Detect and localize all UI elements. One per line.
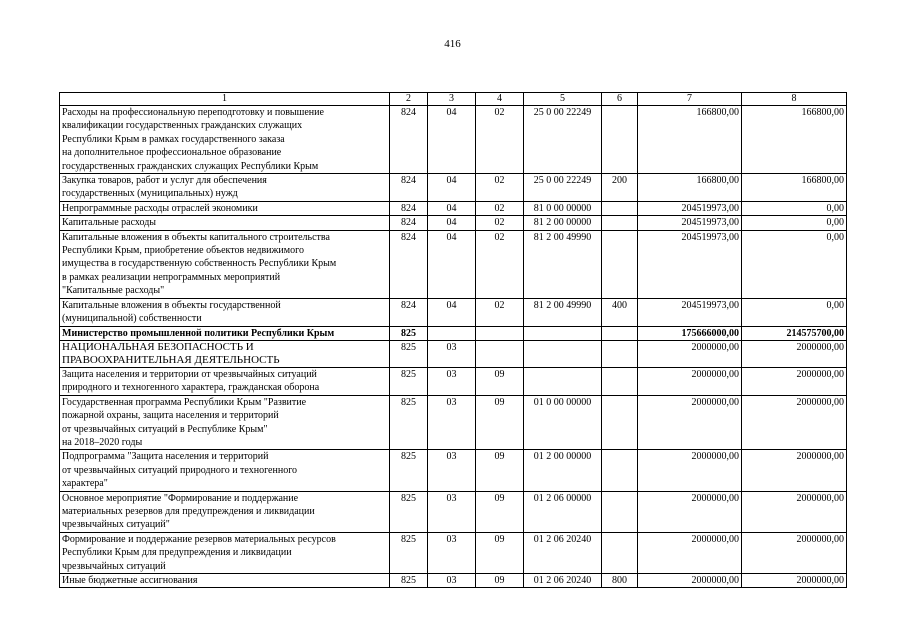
row-name-cell: Иные бюджетные ассигнования [60,574,390,588]
target-item-cell: 81 2 00 00000 [524,216,602,230]
table-row [60,340,847,367]
subsection-code-cell: 02 [476,106,524,174]
expense-type-cell [602,326,638,340]
expense-type-cell [602,491,638,532]
expense-type-cell [602,340,638,367]
row-name-cell: Защита населения и территории от чрезвычайных ситуаций природного и техногенного характера, гражданская оборона [60,367,390,395]
ministry-code-cell: 824 [390,106,428,174]
amount-year2-cell: 0,00 [742,230,847,298]
table-row [60,395,847,450]
row-name-cell: Основное мероприятие "Формирование и поддержание материальных резервов для предупреждения и ликвидации чрезвычайных ситуаций" [60,491,390,532]
amount-year2-cell: 214575700,00 [742,326,847,340]
section-code-cell: 04 [428,106,476,174]
row-name-cell: Непрограммные расходы отраслей экономики [60,201,390,215]
amount-year1-cell: 2000000,00 [638,340,742,367]
target-item-cell: 81 0 00 00000 [524,201,602,215]
amount-year2-cell: 2000000,00 [742,574,847,588]
target-item-cell [524,367,602,395]
table-row [60,574,847,588]
budget-table [59,92,847,588]
row-name-cell: НАЦИОНАЛЬНАЯ БЕЗОПАСНОСТЬ И ПРАВООХРАНИТЕЛЬНАЯ ДЕЯТЕЛЬНОСТЬ [60,340,390,367]
expense-type-cell [602,201,638,215]
amount-year1-cell: 166800,00 [638,174,742,202]
amount-year1-cell: 175666000,00 [638,326,742,340]
row-name-cell: Министерство промышленной политики Республики Крым [60,326,390,340]
expense-type-cell [602,216,638,230]
subsection-code-cell: 09 [476,574,524,588]
subsection-code-cell: 02 [476,216,524,230]
ministry-code-cell: 824 [390,201,428,215]
column-header: 5 [524,93,602,106]
table-row [60,450,847,491]
amount-year1-cell: 204519973,00 [638,216,742,230]
ministry-code-cell: 825 [390,491,428,532]
row-name-cell: Капитальные вложения в объекты капитального строительства Республики Крым, приобретение объектов недвижимого имущества в государственную собственность Республики Крым в рамках реализации непрограммных мероприятий "Капитальные расходы" [60,230,390,298]
ministry-code-cell: 824 [390,216,428,230]
table-row [60,201,847,215]
section-code-cell: 04 [428,298,476,326]
amount-year1-cell: 2000000,00 [638,491,742,532]
section-code-cell: 03 [428,395,476,450]
amount-year2-cell: 0,00 [742,201,847,215]
ministry-code-cell: 825 [390,450,428,491]
amount-year1-cell: 2000000,00 [638,367,742,395]
amount-year1-cell: 166800,00 [638,106,742,174]
target-item-cell: 01 2 06 00000 [524,491,602,532]
column-header: 6 [602,93,638,106]
amount-year1-cell: 2000000,00 [638,395,742,450]
target-item-cell: 01 2 06 20240 [524,574,602,588]
section-code-cell: 03 [428,367,476,395]
section-code-cell: 03 [428,574,476,588]
section-code-cell: 04 [428,230,476,298]
target-item-cell [524,326,602,340]
row-name-cell: Закупка товаров, работ и услуг для обеспечения государственных (муниципальных) нужд [60,174,390,202]
section-code-cell: 04 [428,174,476,202]
ministry-code-cell: 825 [390,532,428,573]
subsection-code-cell: 09 [476,450,524,491]
expense-type-cell: 200 [602,174,638,202]
table-row [60,106,847,174]
subsection-code-cell [476,340,524,367]
header-row [60,93,847,106]
ministry-code-cell: 824 [390,230,428,298]
column-header: 7 [638,93,742,106]
row-name-cell: Капитальные расходы [60,216,390,230]
target-item-cell: 25 0 00 22249 [524,174,602,202]
expense-type-cell [602,450,638,491]
expense-type-cell: 800 [602,574,638,588]
expense-type-cell: 400 [602,298,638,326]
column-header: 2 [390,93,428,106]
target-item-cell: 01 2 06 20240 [524,532,602,573]
ministry-code-cell: 824 [390,174,428,202]
ministry-code-cell: 825 [390,326,428,340]
amount-year2-cell: 166800,00 [742,174,847,202]
target-item-cell [524,340,602,367]
amount-year2-cell: 166800,00 [742,106,847,174]
row-name-cell: Капитальные вложения в объекты государственной (муниципальной) собственности [60,298,390,326]
section-code-cell: 03 [428,532,476,573]
row-name-cell: Подпрограмма "Защита населения и территорий от чрезвычайных ситуаций природного и техногенного характера" [60,450,390,491]
expense-type-cell [602,230,638,298]
amount-year1-cell: 204519973,00 [638,298,742,326]
table-body [60,106,847,588]
amount-year1-cell: 2000000,00 [638,574,742,588]
subsection-code-cell: 02 [476,298,524,326]
table-row [60,367,847,395]
table-row [60,326,847,340]
amount-year2-cell: 2000000,00 [742,340,847,367]
section-code-cell: 03 [428,340,476,367]
amount-year1-cell: 2000000,00 [638,532,742,573]
target-item-cell: 01 0 00 00000 [524,395,602,450]
amount-year1-cell: 2000000,00 [638,450,742,491]
ministry-code-cell: 825 [390,574,428,588]
subsection-code-cell [476,326,524,340]
ministry-code-cell: 825 [390,395,428,450]
table-row [60,174,847,202]
amount-year1-cell: 204519973,00 [638,230,742,298]
table-row [60,532,847,573]
subsection-code-cell: 09 [476,367,524,395]
row-name-cell: Государственная программа Республики Крым "Развитие пожарной охраны, защита населения и территорий от чрезвычайных ситуаций в Республике Крым" на 2018–2020 годы [60,395,390,450]
subsection-code-cell: 09 [476,491,524,532]
amount-year2-cell: 2000000,00 [742,395,847,450]
amount-year2-cell: 2000000,00 [742,450,847,491]
expense-type-cell [602,106,638,174]
subsection-code-cell: 02 [476,230,524,298]
row-name-cell: Формирование и поддержание резервов материальных ресурсов Республики Крым для предупреждения и ликвидации чрезвычайных ситуаций [60,532,390,573]
section-code-cell: 04 [428,201,476,215]
table-row [60,216,847,230]
section-code-cell: 03 [428,450,476,491]
target-item-cell: 25 0 00 22249 [524,106,602,174]
expense-type-cell [602,395,638,450]
table-row [60,230,847,298]
subsection-code-cell: 02 [476,201,524,215]
amount-year2-cell: 2000000,00 [742,367,847,395]
amount-year1-cell: 204519973,00 [638,201,742,215]
expense-type-cell [602,367,638,395]
column-header: 1 [60,93,390,106]
ministry-code-cell: 824 [390,298,428,326]
table-row [60,491,847,532]
section-code-cell: 03 [428,491,476,532]
subsection-code-cell: 02 [476,174,524,202]
section-code-cell: 04 [428,216,476,230]
row-name-cell: Расходы на профессиональную переподготовку и повышение квалификации государственных гражданских служащих Республики Крым в рамках государственного заказа на дополнительное профессиональное образование государственных гражданских служащих Республики Крым [60,106,390,174]
section-code-cell [428,326,476,340]
expense-type-cell [602,532,638,573]
amount-year2-cell: 2000000,00 [742,532,847,573]
table-row [60,298,847,326]
amount-year2-cell: 0,00 [742,216,847,230]
target-item-cell: 01 2 00 00000 [524,450,602,491]
amount-year2-cell: 0,00 [742,298,847,326]
subsection-code-cell: 09 [476,395,524,450]
page-number: 416 [444,38,461,50]
column-header: 4 [476,93,524,106]
column-header: 8 [742,93,847,106]
amount-year2-cell: 2000000,00 [742,491,847,532]
ministry-code-cell: 825 [390,340,428,367]
target-item-cell: 81 2 00 49990 [524,230,602,298]
subsection-code-cell: 09 [476,532,524,573]
column-header: 3 [428,93,476,106]
target-item-cell: 81 2 00 49990 [524,298,602,326]
ministry-code-cell: 825 [390,367,428,395]
